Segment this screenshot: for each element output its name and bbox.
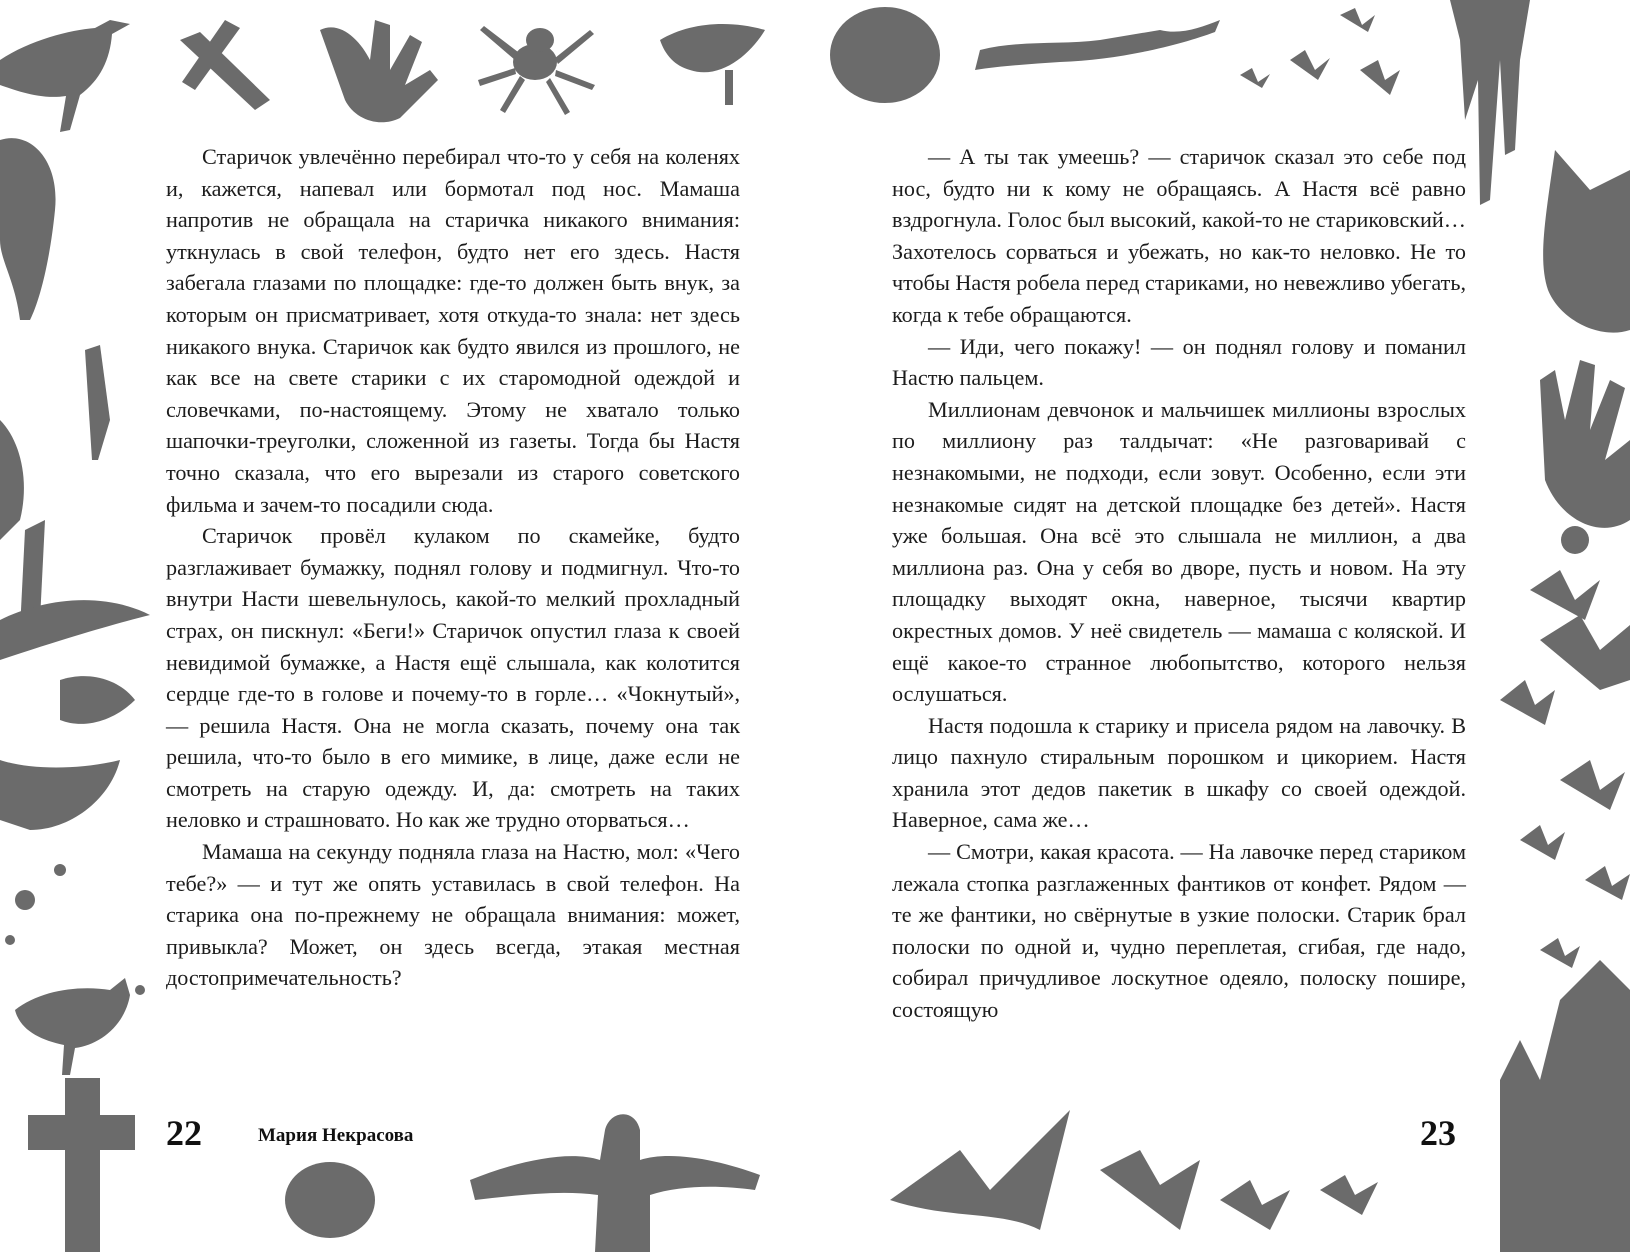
- crow-icon: [0, 20, 130, 132]
- bats-bottom-icon: [890, 1110, 1378, 1230]
- paragraph: Миллионам девчонок и мальчишек миллионы взрослых по миллиону раз талдычат: «Не разговаривай с незнакомыми, не подходи, если зовут. Особенно, если эти незнакомые сидят на детской площадке без детей». Настя уже большая. Она всё это слышала не миллион, а два миллиона раз. Она у себя во дворе, пусть и новом. На эту площадку выходят окна, наверное, тысячи квартир окрестных домов. У неё свидетель — мамаша с коляской. И ещё какое-то странное любопытство, которого нельзя ослушаться.: [892, 396, 1466, 707]
- page-number-left: 22: [166, 1113, 202, 1153]
- right-page-text: [892, 141, 1466, 1026]
- paragraph: — А ты так умеешь? — старичок сказал это себе под нос, будто ни к кому не обращаясь. А Настя всё равно вздрогнула. Голос был высокий, какой-то не стариковский… Захотелось сорваться и убежать, но как-то неловко. Не то чтобы Настя робела перед стариками, но невежливо убегать, когда к тебе обращаются.: [892, 144, 1466, 327]
- bats-right-icon: [1500, 570, 1630, 968]
- bat-flock-icon: [975, 8, 1400, 95]
- cat-icon: [1543, 150, 1630, 333]
- scarecrow-icon: [470, 1114, 760, 1252]
- paragraph: — Иди, чего покажу! — он поднял голову и поманил Настю пальцем.: [892, 333, 1466, 391]
- church-icon: [1500, 960, 1630, 1252]
- paragraph: Мамаша на секунду подняла глаза на Настю, мол: «Чего тебе?» — и тут же опять уставилась в свой телефон. На старика она по-прежнему не обращала внимания: может, привыкла? Может, он здесь всегда, этакая местная достопримечательность?: [166, 839, 740, 991]
- paragraph: — Смотри, какая красота. — На лавочке перед стариком лежала стопка разглаженных фантиков от конфет. Рядом — те же фантики, но свёрнутые в узкие полоски. Старик брал полоски по одной и, чудно переплетая, сгибая, где надо, собирал причудливое лоскутное одеяло, полоску пошире, состоящую: [892, 839, 1466, 1023]
- page-number-right: 23: [1420, 1113, 1456, 1153]
- lips-icon: [660, 24, 765, 105]
- running-head-author: Мария Некрасова: [258, 1125, 414, 1146]
- left-page-text: [166, 141, 740, 994]
- hand-icon: [320, 20, 438, 122]
- skull-icon: [285, 1162, 375, 1238]
- pumpkin-icon: [830, 7, 940, 103]
- paragraph: Настя подошла к старику и присела рядом на лавочку. В лицо пахнуло стиральным порошком и цикорием. Настя хранила этот дедов пакетик в шкафу со своей одеждой. Наверное, сама же…: [892, 712, 1466, 833]
- paragraph: Старичок увлечённо перебирал что-то у себя на коленях и, кажется, напевал или бормотал под нос. Мамаша напротив не обращала на старичка никакого внимания: уткнулась в свой телефон, будто нет его здесь. Настя забегала глазами по площадке: где-то должен быть внук, за которым он присматривает, хотя откуда-то знала: нет здесь никакого внука. Старичок как будто явился из прошлого, не как все на свете старики с их старомодной одеждой и словечками, по-настоящему. Этому не хватало только шапочки-треуголки, сложенной из газеты. Тогда бы Настя точно сказала, что его вырезали из старого советского фильма и зачем-то посадили сюда.: [166, 144, 740, 517]
- paragraph: Старичок провёл кулаком по скамейке, будто разглаживает бумажку, поднял голову и подмигнул. Что-то внутри Насти шевельнулось, какой-то мелкий прохладный страх, он пискнул: «Беги!» Старичок опустил глаза к своей невидимой бумажке, а Настя ещё слышала, как колотится сердце где-то в голове и почему-то в горле… «Чокнутый», — решила Настя. Она не могла сказать, почему она так решила, что-то было в его мимике, в лице, даже если не смотреть на старую одежду. И, да: смотреть на таких неловко и страшновато. Но как же трудно оторваться…: [166, 523, 740, 833]
- left-ink-splatter-icon: [0, 138, 110, 540]
- handprint-icon: [1540, 360, 1630, 528]
- celtic-cross-icon: [28, 1078, 135, 1252]
- crossbones-icon: [180, 20, 270, 110]
- spider-icon: [478, 26, 595, 115]
- witch-mask-icon: [0, 520, 150, 830]
- crow-perched-icon: [15, 978, 130, 1075]
